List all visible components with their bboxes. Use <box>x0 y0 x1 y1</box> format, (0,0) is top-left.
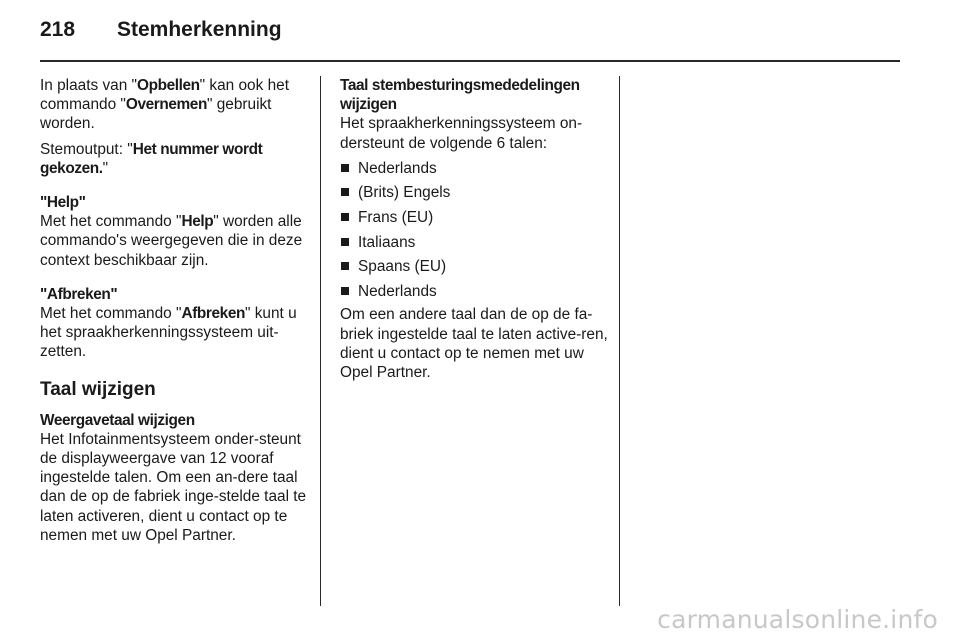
paragraph-outro: Om een andere taal dan de op de fa-briek ingestelde taal te laten active-ren, dient u contact op te nemen met uw Opel Partner. <box>340 306 608 381</box>
column-divider-1 <box>320 76 321 606</box>
list-item <box>340 282 610 301</box>
page-number: 218 <box>40 18 76 41</box>
command-help: Help <box>181 213 214 231</box>
list-item <box>340 233 610 252</box>
command-afbreken: Afbreken <box>181 305 245 323</box>
heading-weergavetaal: Weergavetaal wijzigen <box>40 411 195 429</box>
list-item-label: Nederlands <box>358 159 437 177</box>
text: " worden alle commando's weergegeven die in deze context beschikbaar zijn. <box>40 213 303 269</box>
list-item-label: (Brits) Engels <box>358 184 451 202</box>
bullet-square-icon <box>341 188 349 196</box>
column-left <box>40 76 315 545</box>
bullet-square-icon <box>341 262 349 270</box>
list-item <box>340 159 610 178</box>
list-item <box>340 208 610 227</box>
list-item-label: Spaans (EU) <box>358 258 447 276</box>
column-middle <box>340 76 610 382</box>
heading-afbreken: "Afbreken" <box>40 285 118 303</box>
heading-help: "Help" <box>40 194 86 212</box>
paragraph-opbellen <box>40 76 305 134</box>
text: " gebruikt worden. <box>40 96 272 133</box>
paragraph-help <box>40 212 315 270</box>
paragraph-intro: Het spraakherkenningssysteem on-dersteunt de volgende 6 talen: <box>340 115 583 152</box>
command-overnemen: Overnemen <box>125 96 207 114</box>
text: Stemoutput: " <box>40 140 133 158</box>
command-opbellen: Opbellen <box>137 77 200 94</box>
paragraph-afbreken <box>40 304 315 362</box>
voice-output-text: Het nummer wordt gekozen. <box>40 140 263 177</box>
section-title: Taal wijzigen <box>40 378 156 400</box>
page-title: Stemherkenning <box>117 18 282 41</box>
list-item <box>340 257 610 276</box>
column-divider-2 <box>619 76 620 606</box>
list-item <box>340 183 610 202</box>
bullet-square-icon <box>341 238 349 246</box>
list-item-label: Frans (EU) <box>358 209 434 226</box>
text: " kan ook het commando " <box>40 77 289 114</box>
watermark: carmanualsonline.info <box>657 605 938 634</box>
text: " <box>102 159 109 177</box>
language-list <box>340 159 610 301</box>
text: In plaats van " <box>40 77 138 94</box>
bullet-square-icon <box>341 213 349 221</box>
bullet-square-icon <box>341 164 349 172</box>
paragraph-stemoutput <box>40 140 280 178</box>
list-item-label: Italiaans <box>358 233 416 251</box>
paragraph-weergavetaal: Het Infotainmentsysteem onder-steunt de displayweergave van 12 vooraf ingestelde talen. Om een an-dere taal dan de op de fabriek inge-stelde taal te laten activeren, dient u contact op te nemen met uw Opel Partner. <box>40 430 307 544</box>
text: Met het commando " <box>40 213 182 231</box>
page-header <box>40 18 282 48</box>
text: Met het commando " <box>40 305 182 323</box>
text: " kunt u het spraakherkenningssysteem uit-zetten. <box>40 305 297 361</box>
bullet-square-icon <box>341 287 349 295</box>
header-rule <box>40 60 900 62</box>
list-item-label: Nederlands <box>358 282 437 300</box>
heading-stembesturing: Taal stembesturingsmededelingen wijzigen <box>340 77 580 114</box>
